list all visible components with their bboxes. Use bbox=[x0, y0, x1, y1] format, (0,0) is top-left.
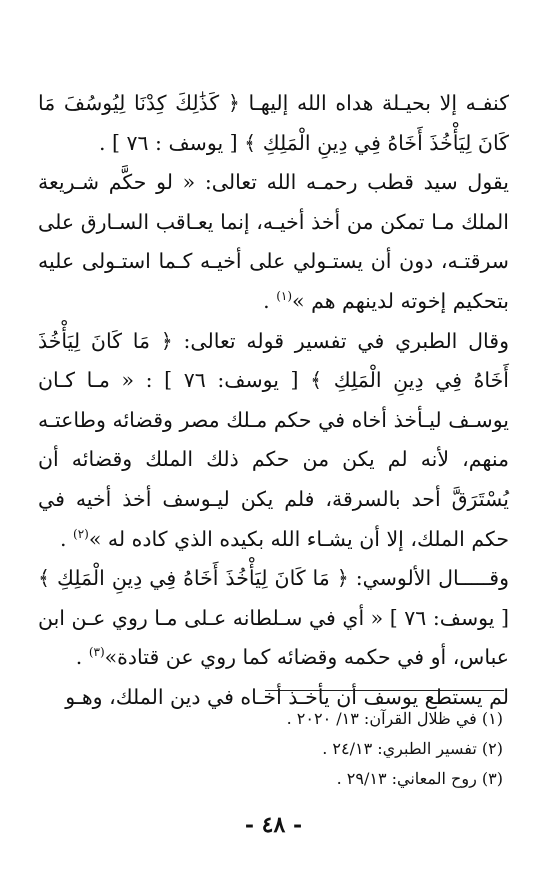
footnote-ref-1: (١) bbox=[276, 289, 293, 304]
paragraph-3: وقال الطبري في تفسير قوله تعالى: ﴿ مَا كَانَ لِيَأْخُذَ أَخَاهُ فِي دِينِ الْمَلِكِ ﴾ [ يوسف: ٧٦ ] : « مـا كـان يوسـف ليـأخذ أخاه في حكم مـلك مصر وقضائه وطاعتـه منهم، لأنه لم يكن من حكم ذلك الملك وقضائه أن يُسْتَرَقَّ أحد بالسرقة، فلم يكن ليـوسف أخذ أخيه في حكم الملك، إلا أن يشـاء الله بكيده الذي كاده له »$^{(٢)}$ . bbox=[38, 328, 510, 551]
footnote-ref-3: (٣) bbox=[88, 645, 105, 660]
paragraph-4-text: وقـــــال الألوسي: ﴿ مَا كَانَ لِيَأْخُذَ أَخَاهُ فِي دِينِ الْمَلِكِ ﴾ [ يوسف: ٧٦ ] « أي في سـلطانه عـلى مـا روي عـن ابن عباس، أو في حكمه وقضائه كما روي عن قتادة» bbox=[38, 566, 509, 670]
page-number: - ٤٨ - bbox=[244, 812, 303, 838]
footnote-1: (١) في ظلال القرآن: ١٣/ ٢٠٢٠ . bbox=[286, 709, 503, 728]
footnote-2: (٢) تفسير الطبري: ٢٤/١٣ . bbox=[322, 739, 503, 758]
paragraph-4: وقـــــال الألوسي: ﴿ مَا كَانَ لِيَأْخُذَ أَخَاهُ فِي دِينِ الْمَلِكِ ﴾ [ يوسف: ٧٦ ] « أي في سـلطانه عـلى مـا روي عـن ابن عباس، أو في حكمه وقضائه كما روي عن قتادة»$^{(٣)}$ . bbox=[38, 566, 509, 670]
footnote-ref-2: (٢) bbox=[73, 526, 89, 541]
main-text bbox=[38, 84, 509, 718]
paragraph-2: يقول سيد قطب رحمـه الله تعالى: « لو حكَّم شـريعة الملك مـا تمكن من أخذ أخيـه، إنما يعـاقب السـارق على سرقتـه، دون أن يستـولي على أخيـه كـما استـولى عليه بتحكيم إخوته لدينهم هم »$^{(١)}$ . bbox=[38, 170, 509, 313]
paragraph-3-text: وقال الطبري في تفسير قوله تعالى: ﴿ مَا كَانَ لِيَأْخُذَ أَخَاهُ فِي دِينِ الْمَلِكِ ﴾ [ يوسف: ٧٦ ] : « مـا كـان يوسـف ليـأخذ أخاه في حكم مـلك مصر وقضائه وطاعتـه منهم، لأنه لم يكن من حكم ذلك الملك وقضائه أن يُسْتَرَقَّ أحد بالسرقة، فلم يكن ليـوسف أخذ أخيه في حكم الملك، إلا أن يشـاء الله بكيده الذي كاده له » bbox=[38, 328, 510, 551]
paragraph-2-text: يقول سيد قطب رحمـه الله تعالى: « لو حكَّم شـريعة الملك مـا تمكن من أخذ أخيـه، إنما يعـاقب السـارق على سرقتـه، دون أن يستـولي على أخيـه كـما استـولى عليه بتحكيم إخوته لدينهم هم » bbox=[38, 170, 509, 313]
paragraph-1 bbox=[38, 84, 509, 163]
paragraph-1-text: كنفـه إلا بحيـلة هداه الله إليهـا ﴿ كَذَٰلِكَ كِدْنَا لِيُوسُفَ مَا كَانَ لِيَأْخُذَ أَخَاهُ فِي دِينِ الْمَلِكِ ﴾ [ يوسف : ٧٦ ] . bbox=[38, 91, 509, 155]
paragraph-5-text: لم يستطع يوسف أن يأخـذ أخـاه في دين الملك، وهـو bbox=[65, 684, 509, 709]
footnotes bbox=[43, 704, 503, 794]
footnote-3: (٣) روح المعاني: ٢٩/١٣ . bbox=[336, 769, 503, 788]
footnote-separator bbox=[265, 690, 504, 691]
